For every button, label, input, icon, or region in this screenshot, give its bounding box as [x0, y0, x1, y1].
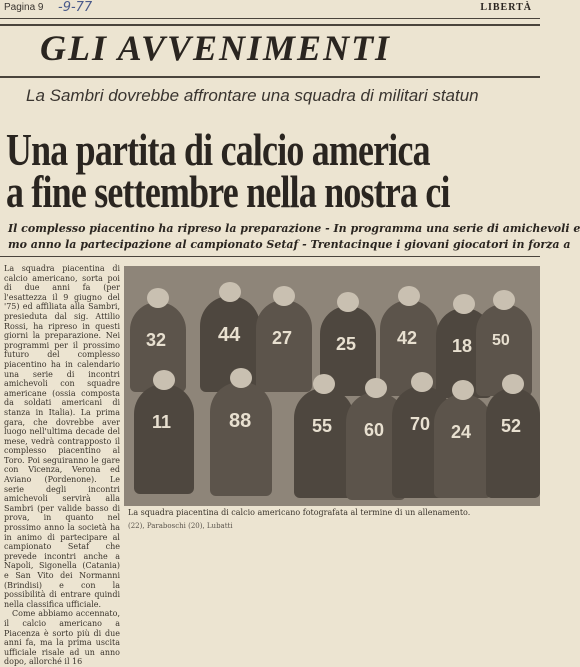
- jersey-number: 60: [364, 420, 385, 440]
- helmet-shape: [153, 370, 175, 390]
- photo-caption-names: (22), Paraboschi (20), Lubatti: [128, 522, 233, 530]
- jersey-number: 44: [218, 324, 241, 346]
- helmet-shape: [337, 292, 359, 312]
- helmet-shape: [452, 380, 474, 400]
- jersey-number: 70: [410, 414, 431, 434]
- jersey-number: 42: [397, 328, 418, 348]
- jersey-number: 32: [146, 330, 167, 350]
- header-rule: [0, 18, 540, 19]
- jersey-number: 52: [501, 416, 522, 436]
- jersey-number: 18: [452, 336, 473, 356]
- handwritten-date: -9-77: [58, 0, 93, 15]
- helmet-shape: [411, 372, 433, 392]
- kicker: La Sambri dovrebbe affrontare una squadra di militari statun: [26, 86, 479, 105]
- helmet-shape: [493, 290, 515, 310]
- summary-line-1: Il complesso piacentino ha ripreso la preparazione - In programma una serie di amichevoli e: [8, 222, 580, 235]
- section-bottom-rule: [0, 76, 540, 78]
- helmet-shape: [453, 294, 475, 314]
- jersey-number: 27: [272, 328, 293, 348]
- jersey-number: 24: [451, 422, 472, 442]
- jersey-number: 88: [229, 410, 252, 432]
- section-top-rule: [0, 24, 540, 26]
- helmet-shape: [219, 282, 241, 302]
- photo-caption: La squadra piacentina di calcio americano fotografata al termine di un allenamento.: [128, 508, 471, 517]
- player-figure: [210, 382, 272, 496]
- player-figure: [134, 384, 194, 494]
- newspaper-name: LIBERTÀ: [480, 2, 532, 13]
- body-paragraph-2: Come abbiamo accennato, il calcio americano a Piacenza è sorto più di due anni fa, ma la prima uscita ufficiale risale ad un anno dopo, allorché il 16: [4, 609, 120, 667]
- page-number: Pagina 9: [4, 2, 44, 13]
- helmet-shape: [502, 374, 524, 394]
- section-title: GLI AVVENIMENTI: [40, 28, 392, 68]
- jersey-number: 55: [312, 416, 333, 436]
- helmet-shape: [313, 374, 335, 394]
- helmet-shape: [147, 288, 169, 308]
- headline-line-1: Una partita di calcio america: [6, 124, 430, 175]
- article-rule: [0, 256, 540, 257]
- player-figure: [486, 388, 540, 498]
- headline-line-2: a fine settembre nella nostra ci: [6, 166, 450, 217]
- team-photo: [124, 266, 540, 506]
- player-figure: [434, 394, 492, 498]
- body-paragraph-1: La squadra piacentina di calcio americano, sorta poi di due anni fa (per l'esattezza il 9 giugno del '75) ed affiliata alla Sambri, presieduta dal sig. Attilio Rossi, ha ripreso in questi giorni la preparazione. Nei programmi per il prossimo futuro del complesso piacentino ha in calendario una serie di incontri amichevoli con squadre americane (ossia composta da soldati americani di stanza in Italia). La prima gara, che dovrebbe aver luogo nell'ultima decade del mese, vedrà contrapposto il complesso piacentino al Toro. Poi seguiranno le gare con Vicenza, Verona ed Aviano (Pordenone). Le serie degli incontri amichevoli servirà alla Sambri (per valide basso di prova, in quanto nel prossimo anno la società ha in animo di partecipare al campionato Setaf che prevede incontri anche a Napoli, Sigonella (Catania) e San Vito dei Normanni (Brindisi) e con la possibilità di entrare quindi nella classifica ufficiale.: [4, 264, 120, 609]
- jersey-number: 25: [336, 334, 357, 354]
- helmet-shape: [230, 368, 252, 388]
- helmet-shape: [273, 286, 295, 306]
- helmet-shape: [398, 286, 420, 306]
- helmet-shape: [365, 378, 387, 398]
- summary-line-2: mo anno la partecipazione al campionato Setaf - Trentacinque i giovani giocatori in forza a: [8, 238, 571, 251]
- player-figure: [294, 388, 354, 498]
- jersey-number: 50: [492, 332, 510, 349]
- article-body: [4, 264, 120, 667]
- jersey-number: 11: [152, 412, 172, 432]
